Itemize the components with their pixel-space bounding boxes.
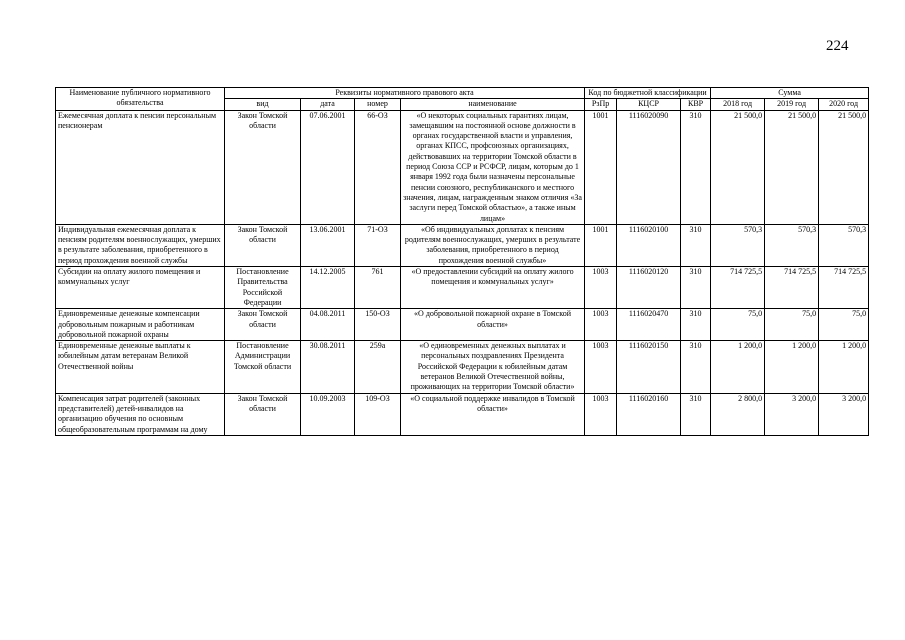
act-date-cell: 13.06.2001 (301, 224, 355, 266)
table-row (56, 341, 869, 393)
act-type-cell: Закон Томской области (225, 110, 301, 224)
header-act-details: Реквизиты нормативного правового акта (225, 88, 585, 99)
kcsr-cell: 1116020160 (617, 393, 681, 435)
header-rzpr: РзПр (585, 99, 617, 110)
rzpr-cell: 1001 (585, 110, 617, 224)
header-year-2020: 2020 год (819, 99, 869, 110)
obligation-name-cell: Субсидии на оплату жилого помещения и коммунальных услуг (56, 267, 225, 309)
act-title-cell: «О предоставлении субсидий на оплату жилого помещения и коммунальных услуг» (401, 267, 585, 309)
act-number-cell: 761 (355, 267, 401, 309)
sum-2019-cell: 570,3 (765, 224, 819, 266)
act-title-cell: «О добровольной пожарной охране в Томской области» (401, 309, 585, 341)
kvr-cell: 310 (681, 309, 711, 341)
act-number-cell: 109-ОЗ (355, 393, 401, 435)
act-date-cell: 07.06.2001 (301, 110, 355, 224)
act-type-cell: Закон Томской области (225, 393, 301, 435)
obligation-name-cell: Индивидуальная ежемесячная доплата к пенсиям родителям военнослужащих, умерших в результате заболевания, приобретенного в период прохождения военной службы (56, 224, 225, 266)
sum-2020-cell: 570,3 (819, 224, 869, 266)
act-type-cell: Закон Томской области (225, 309, 301, 341)
header-budget-code: Код по бюджетной классификации (585, 88, 711, 99)
kcsr-cell: 1116020120 (617, 267, 681, 309)
act-number-cell: 66-ОЗ (355, 110, 401, 224)
header-year-2019: 2019 год (765, 99, 819, 110)
kvr-cell: 310 (681, 393, 711, 435)
act-date-cell: 10.09.2003 (301, 393, 355, 435)
sum-2019-cell: 1 200,0 (765, 341, 819, 393)
rzpr-cell: 1003 (585, 309, 617, 341)
act-number-cell: 71-ОЗ (355, 224, 401, 266)
header-kvr: КВР (681, 99, 711, 110)
act-title-cell: «Об индивидуальных доплатах к пенсиям родителям военнослужащих, умерших в результате заболевания, приобретенного в период прохождения военной службы» (401, 224, 585, 266)
act-type-cell: Постановление Администрации Томской области (225, 341, 301, 393)
kvr-cell: 310 (681, 267, 711, 309)
kvr-cell: 310 (681, 110, 711, 224)
sum-2018-cell: 714 725,5 (711, 267, 765, 309)
sum-2018-cell: 21 500,0 (711, 110, 765, 224)
header-row-top (56, 88, 869, 99)
table-row (56, 267, 869, 309)
sum-2018-cell: 2 800,0 (711, 393, 765, 435)
kcsr-cell: 1116020090 (617, 110, 681, 224)
header-kcsr: КЦСР (617, 99, 681, 110)
header-act-number: номер (355, 99, 401, 110)
act-title-cell: «О социальной поддержке инвалидов в Томской области» (401, 393, 585, 435)
sum-2020-cell: 75,0 (819, 309, 869, 341)
rzpr-cell: 1003 (585, 341, 617, 393)
table-row (56, 110, 869, 224)
act-title-cell: «О единовременных денежных выплатах и персональных поздравлениях Президента Российской Федерации к юбилейным датам ветеранов Великой Отечественной войны, проживающих на территории Томской области» (401, 341, 585, 393)
rzpr-cell: 1003 (585, 267, 617, 309)
header-act-title: наименование (401, 99, 585, 110)
obligation-name-cell: Ежемесячная доплата к пенсии персональным пенсионерам (56, 110, 225, 224)
act-date-cell: 14.12.2005 (301, 267, 355, 309)
table-row (56, 393, 869, 435)
act-number-cell: 150-ОЗ (355, 309, 401, 341)
table-row (56, 309, 869, 341)
sum-2019-cell: 3 200,0 (765, 393, 819, 435)
header-act-date: дата (301, 99, 355, 110)
sum-2018-cell: 570,3 (711, 224, 765, 266)
rzpr-cell: 1001 (585, 224, 617, 266)
act-date-cell: 04.08.2011 (301, 309, 355, 341)
act-number-cell: 259а (355, 341, 401, 393)
act-type-cell: Закон Томской области (225, 224, 301, 266)
kcsr-cell: 1116020150 (617, 341, 681, 393)
act-date-cell: 30.08.2011 (301, 341, 355, 393)
kcsr-cell: 1116020100 (617, 224, 681, 266)
table-row (56, 224, 869, 266)
sum-2019-cell: 21 500,0 (765, 110, 819, 224)
header-act-type: вид (225, 99, 301, 110)
act-title-cell: «О некоторых социальных гарантиях лицам, замещавшим на постоянной основе должности в органах государственной власти и управления, органах КПСС, профсоюзных организациях, действовавших на территории Томской области в период Союза ССР и РСФСР, лицам, которым до 1 января 1992 года были назначены персональные пенсии союзного, республиканского и местного значения, лицам, награжденным знаком отличия «За заслуги перед Томской областью», а также иным лицам» (401, 110, 585, 224)
sum-2018-cell: 1 200,0 (711, 341, 765, 393)
kvr-cell: 310 (681, 341, 711, 393)
sum-2020-cell: 714 725,5 (819, 267, 869, 309)
sum-2020-cell: 1 200,0 (819, 341, 869, 393)
sum-2018-cell: 75,0 (711, 309, 765, 341)
header-year-2018: 2018 год (711, 99, 765, 110)
obligations-table (55, 87, 869, 436)
header-sum: Сумма (711, 88, 869, 99)
sum-2019-cell: 714 725,5 (765, 267, 819, 309)
obligation-name-cell: Единовременные денежные выплаты к юбилейным датам ветеранам Великой Отечественной войны (56, 341, 225, 393)
sum-2019-cell: 75,0 (765, 309, 819, 341)
kvr-cell: 310 (681, 224, 711, 266)
obligation-name-cell: Единовременные денежные компенсации добровольным пожарным и работникам добровольной пожарной охраны (56, 309, 225, 341)
header-obligation-name: Наименование публичного нормативного обязательства (56, 88, 225, 111)
kcsr-cell: 1116020470 (617, 309, 681, 341)
sum-2020-cell: 21 500,0 (819, 110, 869, 224)
page-number: 224 (826, 38, 849, 54)
obligation-name-cell: Компенсация затрат родителей (законных представителей) детей-инвалидов на организацию обучения по основным общеобразовательным программам на дому (56, 393, 225, 435)
sum-2020-cell: 3 200,0 (819, 393, 869, 435)
rzpr-cell: 1003 (585, 393, 617, 435)
act-type-cell: Постановление Правительства Российской Федерации (225, 267, 301, 309)
